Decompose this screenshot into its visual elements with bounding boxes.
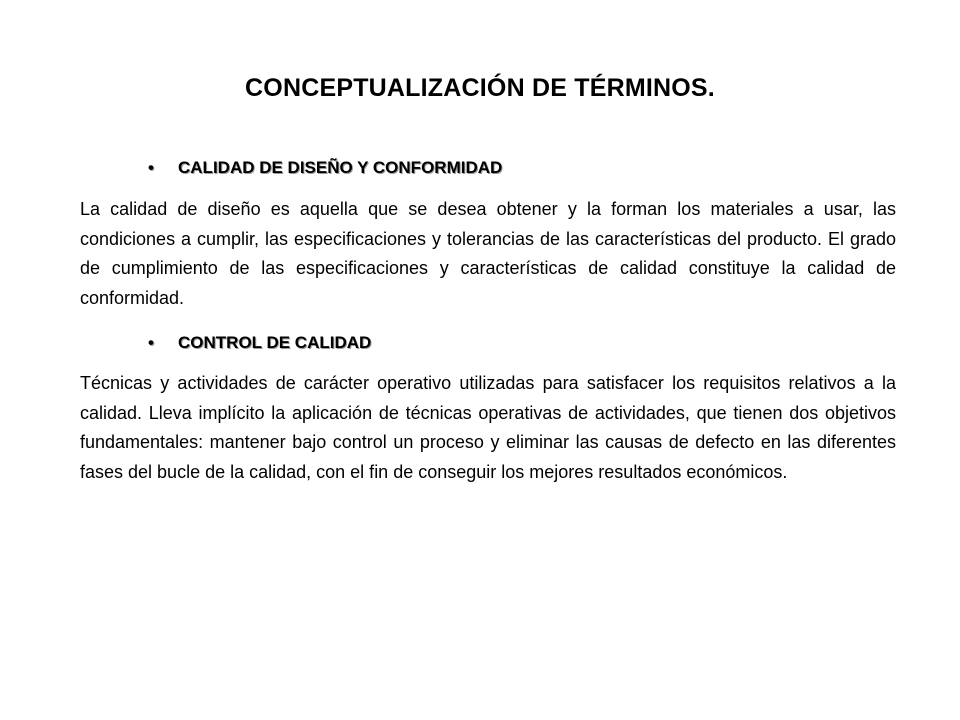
slide-title: CONCEPTUALIZACIÓN DE TÉRMINOS. — [245, 74, 715, 102]
bullet-heading-text: CALIDAD DE DISEÑO Y CONFORMIDAD — [178, 158, 503, 177]
paragraph-control-calidad: Técnicas y actividades de carácter operativo utilizadas para satisfacer los requisitos relativos a la calidad. Lleva implícito la aplicación de técnicas operativas de actividades, que tienen dos objetivos fundamentales: mantener bajo control un proceso y eliminar las causas de defecto en las diferentes fases del bucle de la calidad, con el fin de conseguir los mejores resultados económicos. — [80, 373, 896, 482]
bullet-icon: • — [148, 158, 154, 177]
paragraph-calidad-diseno: La calidad de diseño es aquella que se desea obtener y la forman los materiales a usar, las condiciones a cumplir, las especificaciones y tolerancias de las características del producto. El grado de cumplimiento de las especificaciones y características de calidad constituye la calidad de conformidad. — [80, 199, 896, 308]
bullet-heading-text: CONTROL DE CALIDAD — [178, 333, 372, 352]
bullet-heading-calidad-diseno — [148, 158, 502, 178]
bullet-heading-control-calidad — [148, 333, 371, 353]
bullet-icon: • — [148, 333, 154, 352]
